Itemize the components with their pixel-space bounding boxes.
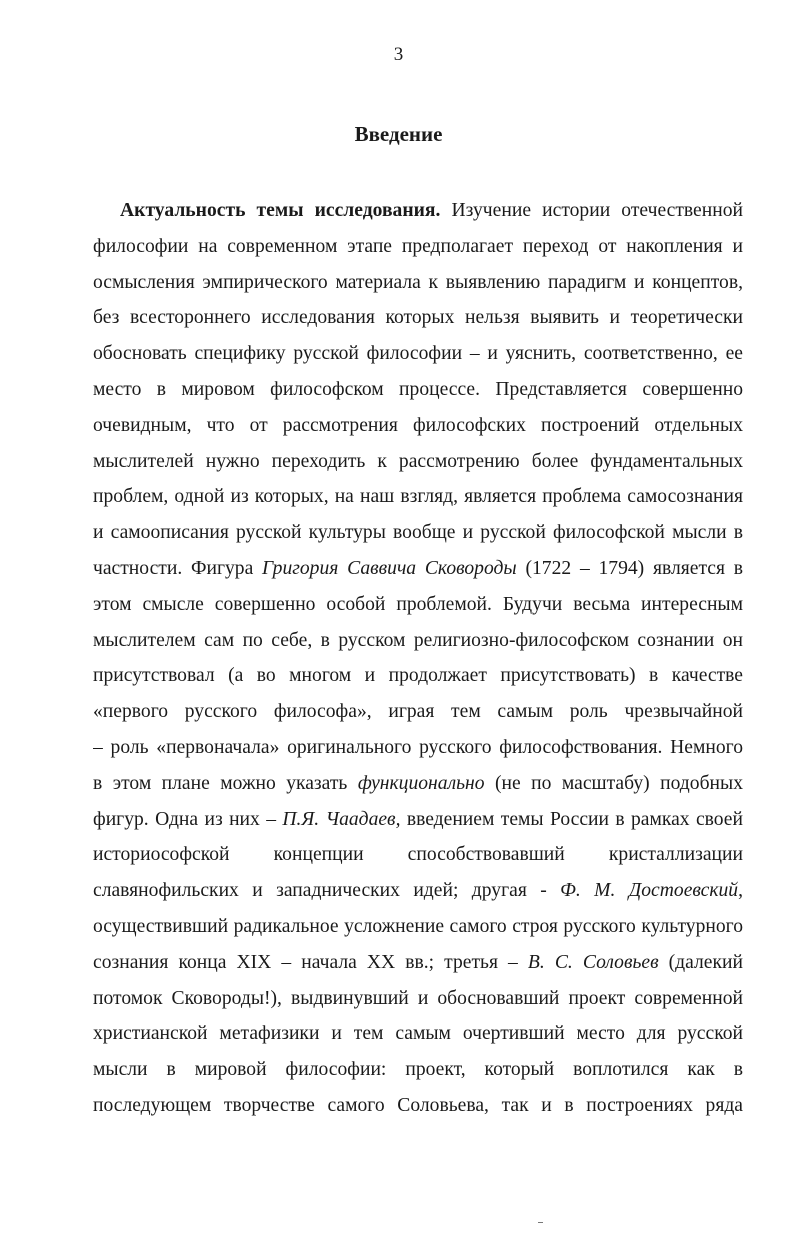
text-segment: историософской концепции способствовавший кристаллизации xyxy=(93,844,743,866)
text-segment: и самоописания русской культуры вообще и русской философской мысли в xyxy=(93,522,743,544)
text-line xyxy=(93,551,743,587)
text-segment: – роль «первоначала» оригинального русского философствования. Немного xyxy=(93,736,743,758)
text-line xyxy=(93,802,743,838)
text-segment: потомок Сковороды!), выдвинувший и обосновавший проект современной xyxy=(93,987,743,1009)
text-line xyxy=(93,336,743,372)
text-line xyxy=(93,587,743,623)
text-segment: Григория Саввича Сковороды xyxy=(262,557,517,579)
text-segment: (не по масштабу) подобных xyxy=(484,772,743,794)
text-line xyxy=(93,873,743,909)
text-segment: христианской метафизики и тем самым очертивший место для русской xyxy=(93,1023,743,1045)
text-segment: Изучение истории отечественной xyxy=(440,200,743,221)
text-line xyxy=(93,229,743,265)
text-segment: сознания конца XIX – начала XX вв.; третья – xyxy=(93,951,528,973)
text-segment: мыслителем сам по себе, в русском религиозно-философском сознании он xyxy=(93,629,743,651)
text-segment: (далекий xyxy=(658,951,743,973)
text-segment: (1722 – 1794) является в xyxy=(516,557,743,579)
text-segment: П.Я. Чаадаев, xyxy=(282,808,401,830)
text-segment: «первого русского философа», играя тем самым роль чрезвычайной xyxy=(93,701,743,723)
text-segment: обосновать специфику русской философии – и уяснить, соответственно, ее xyxy=(93,343,743,365)
text-line xyxy=(93,372,743,408)
text-segment: Актуальность темы исследования. xyxy=(120,200,441,221)
text-segment: проблем, одной из которых, на наш взгляд, является проблема самосознания xyxy=(93,486,743,508)
page-number: 3 xyxy=(393,44,404,65)
text-line xyxy=(93,444,743,480)
text-line xyxy=(93,730,743,766)
text-segment: частности. Фигура xyxy=(93,557,263,579)
text-line xyxy=(93,1088,743,1124)
text-line xyxy=(93,265,743,301)
text-line xyxy=(93,479,743,515)
text-line xyxy=(93,300,743,336)
text-segment: славянофильских и западнических идей; другая - xyxy=(93,880,561,902)
text-segment: этом смысле совершенно особой проблемой. Будучи весьма интересным xyxy=(93,593,743,615)
text-line xyxy=(93,658,743,694)
text-line xyxy=(93,623,743,659)
text-segment: В. С. Соловьев xyxy=(527,951,659,973)
text-segment: в этом плане можно указать xyxy=(93,772,358,794)
text-segment: присутствовал (а во многом и продолжает присутствовать) в качестве xyxy=(93,665,743,687)
text-segment: функционально xyxy=(357,772,485,794)
text-line xyxy=(93,945,743,981)
text-segment: Ф. М. Достоевский xyxy=(560,880,739,902)
text-line xyxy=(93,694,743,730)
text-segment: последующем творчестве самого Соловьева, так и в построениях ряда xyxy=(93,1094,743,1116)
text-segment: , xyxy=(738,880,743,902)
text-line xyxy=(93,837,743,873)
text-segment: место в мировом философском процессе. Представляется совершенно xyxy=(93,378,743,400)
text-line xyxy=(93,193,743,229)
text-segment: очевидным, что от рассмотрения философских построений отдельных xyxy=(93,414,743,436)
text-line xyxy=(93,1016,743,1052)
text-segment: введением темы России в рамках своей xyxy=(400,808,743,830)
text-line xyxy=(93,408,743,444)
text-segment: философии на современном этапе предполагает переход от накопления и xyxy=(93,235,743,257)
text-segment: фигур. Одна из них – xyxy=(93,808,283,830)
body-text xyxy=(93,193,743,1124)
text-line xyxy=(93,515,743,551)
scan-mark xyxy=(538,1222,543,1223)
text-segment: осмысления эмпирического материала к выявлению парадигм и концептов, xyxy=(93,271,743,293)
text-line xyxy=(93,909,743,945)
text-segment: мыслителей нужно переходить к рассмотрению более фундаментальных xyxy=(93,450,743,472)
text-line xyxy=(93,766,743,802)
text-segment: осуществивший радикальное усложнение самого строя русского культурного xyxy=(93,915,743,937)
text-line xyxy=(93,981,743,1017)
page-title: Введение xyxy=(354,122,443,146)
text-segment: мысли в мировой философии: проект, который воплотился как в xyxy=(93,1059,743,1081)
text-line xyxy=(93,1052,743,1088)
text-segment: без всестороннего исследования которых нельзя выявить и теоретически xyxy=(93,307,743,329)
